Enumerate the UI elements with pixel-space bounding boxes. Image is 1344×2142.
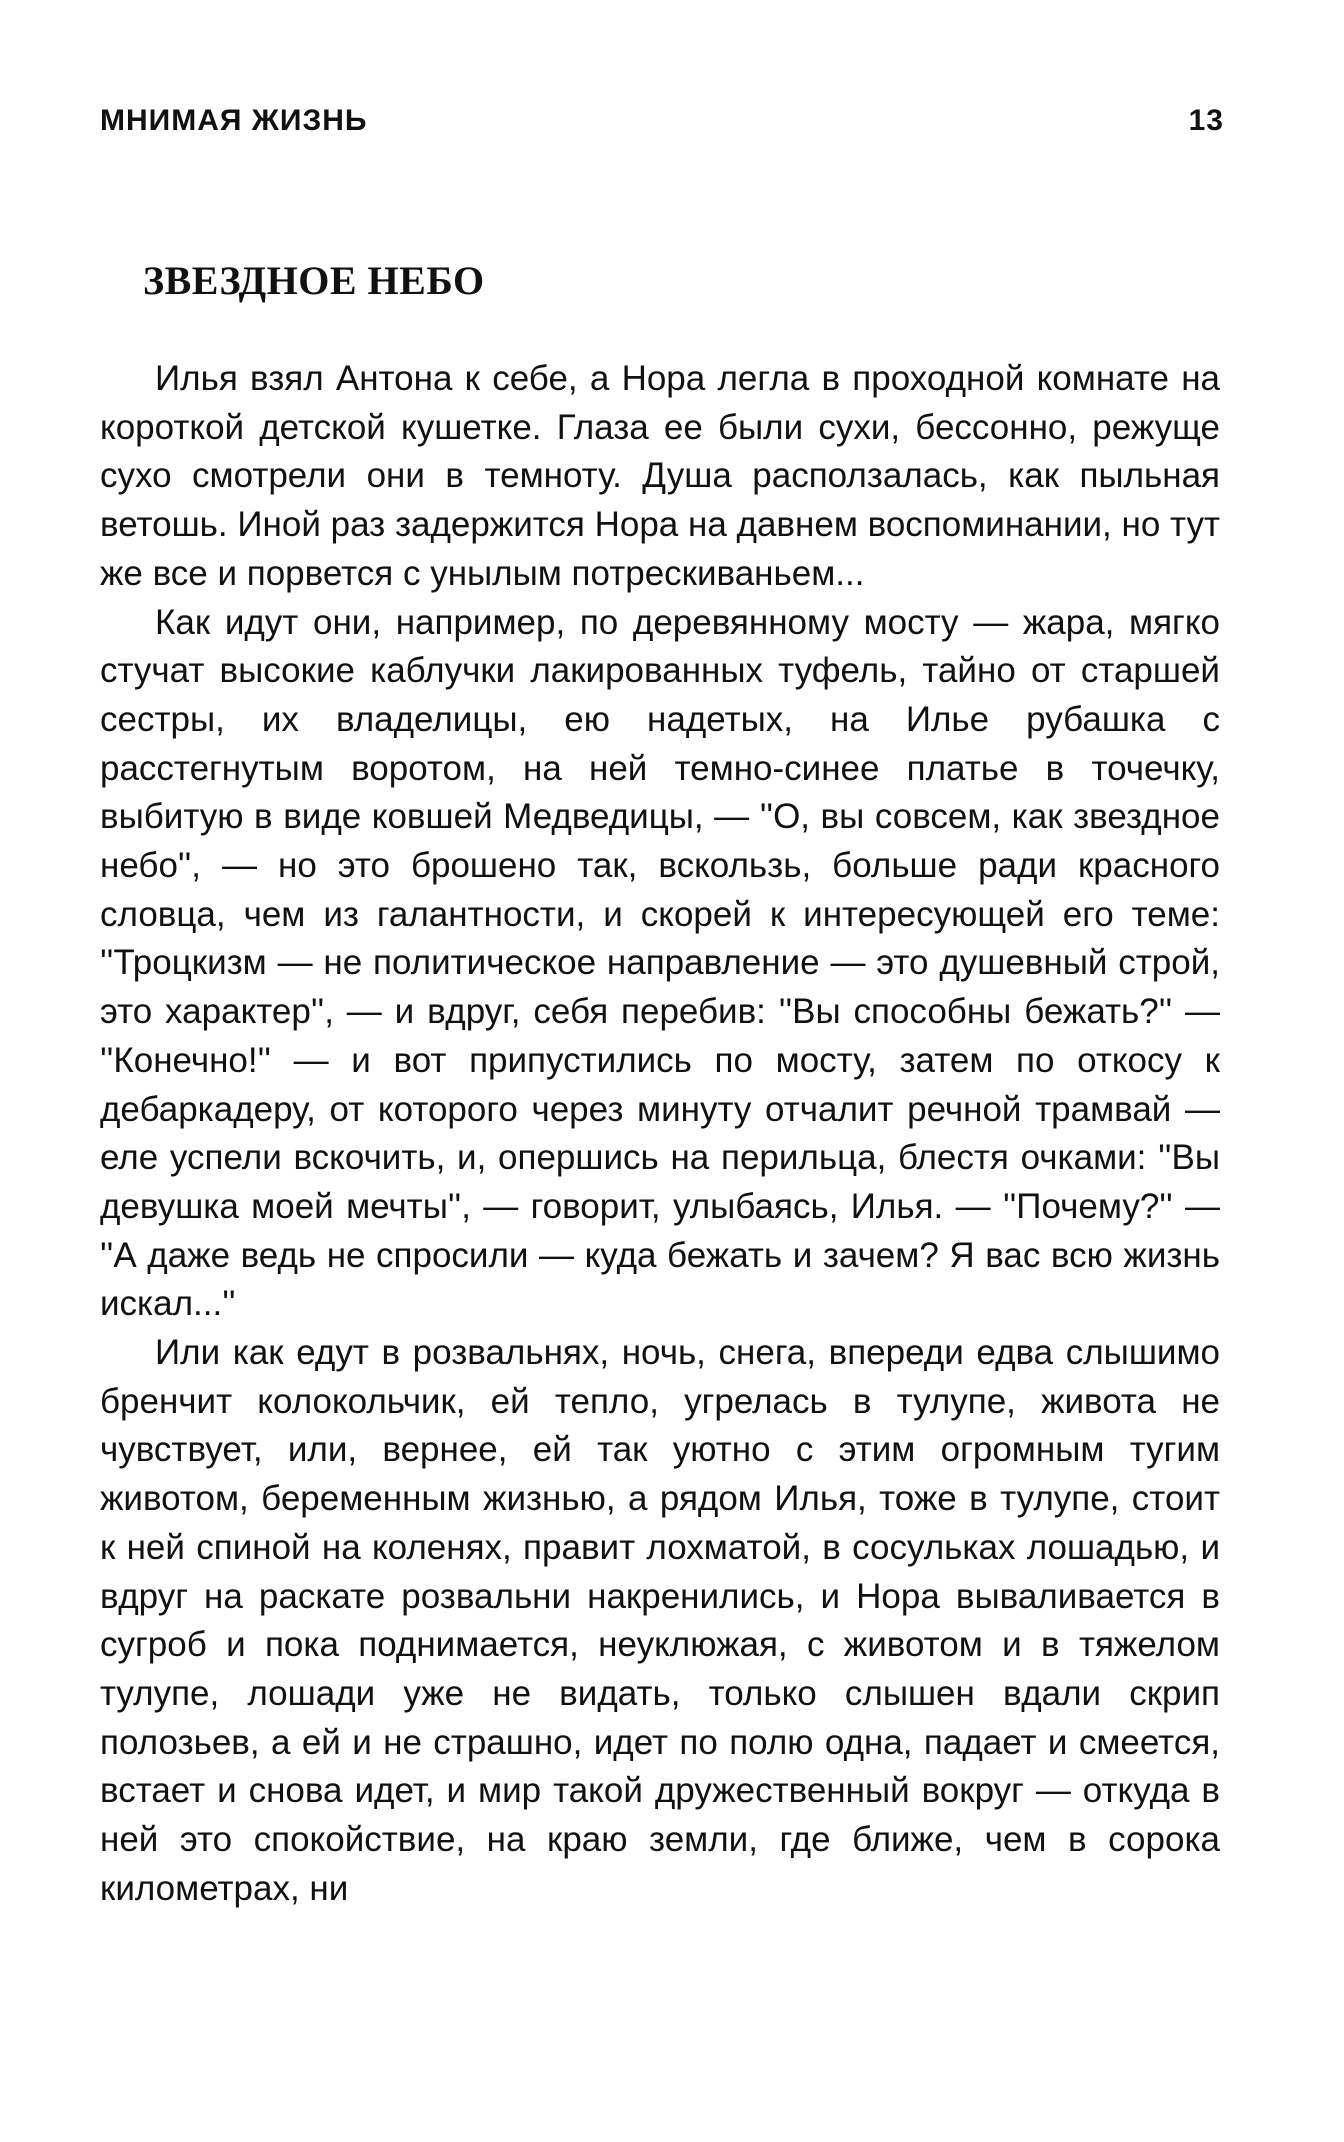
paragraph: Как идут они, например, по деревянному мосту — жара, мягко стучат высокие каблучки лакированных туфель, тайно от старшей сестры, их владелицы, ею надетых, на Илье рубашка с расстегнутым воротом, на ней темно-синее платье в точечку, выбитую в виде ковшей Медведицы, — ''О, вы совсем, как звездное небо'', — но это брошено так, вскользь, больше ради красного словца, чем из галантности, и скорей к интересующей его теме: ''Троцкизм — не политическое направление — это душевный строй, это характер'', — и вдруг, себя перебив: ''Вы способны бежать?'' — ''Конечно!'' — и вот припустились по мосту, затем по откосу к дебаркадеру, от которого через минуту отчалит речной трамвай — еле успели вскочить, и, опершись на перильца, блестя очками: ''Вы девушка моей мечты'', — говорит, улыбаясь, Илья. — ''Почему?'' — ''А даже ведь не спросили — куда бежать и зачем? Я вас всю жизнь искал...'' [100, 602, 1220, 1324]
page-number: 13 [1188, 104, 1224, 137]
body-text [100, 355, 1220, 1914]
running-header [100, 104, 1224, 144]
chapter-title: ЗВЕЗДНОЕ НЕБО [143, 258, 485, 303]
paragraph: Илья взял Антона к себе, а Нора легла в проходной комнате на короткой детской кушетке. Глаза ее были сухи, бессонно, режуще сухо смотрели они в темноту. Душа расползалась, как пыльная ветошь. Иной раз задержится Нора на давнем воспоминании, но тут же все и порвется с унылым потрескиваньем... [100, 359, 1220, 593]
paragraph: Или как едут в розвальнях, ночь, снега, впереди едва слышимо бренчит колокольчик, ей тепло, угрелась в тулупе, живота не чувствует, или, вернее, ей так уютно с этим огромным тугим животом, беременным жизнью, а рядом Илья, тоже в тулупе, стоит к ней спиной на коленях, правит лохматой, в сосульках лошадью, и вдруг на раскате розвальни накренились, и Нора вываливается в сугроб и пока поднимается, неуклюжая, с животом и в тяжелом тулупе, лошади уже не видать, только слышен вдали скрип полозьев, а ей и не страшно, идет по полю одна, падает и смеется, встает и снова идет, и мир такой дружественный вокруг — откуда в ней это спокойствие, на краю земли, где ближе, чем в сорока километрах, ни [100, 1333, 1220, 1908]
running-title: МНИМАЯ ЖИЗНЬ [100, 104, 368, 137]
